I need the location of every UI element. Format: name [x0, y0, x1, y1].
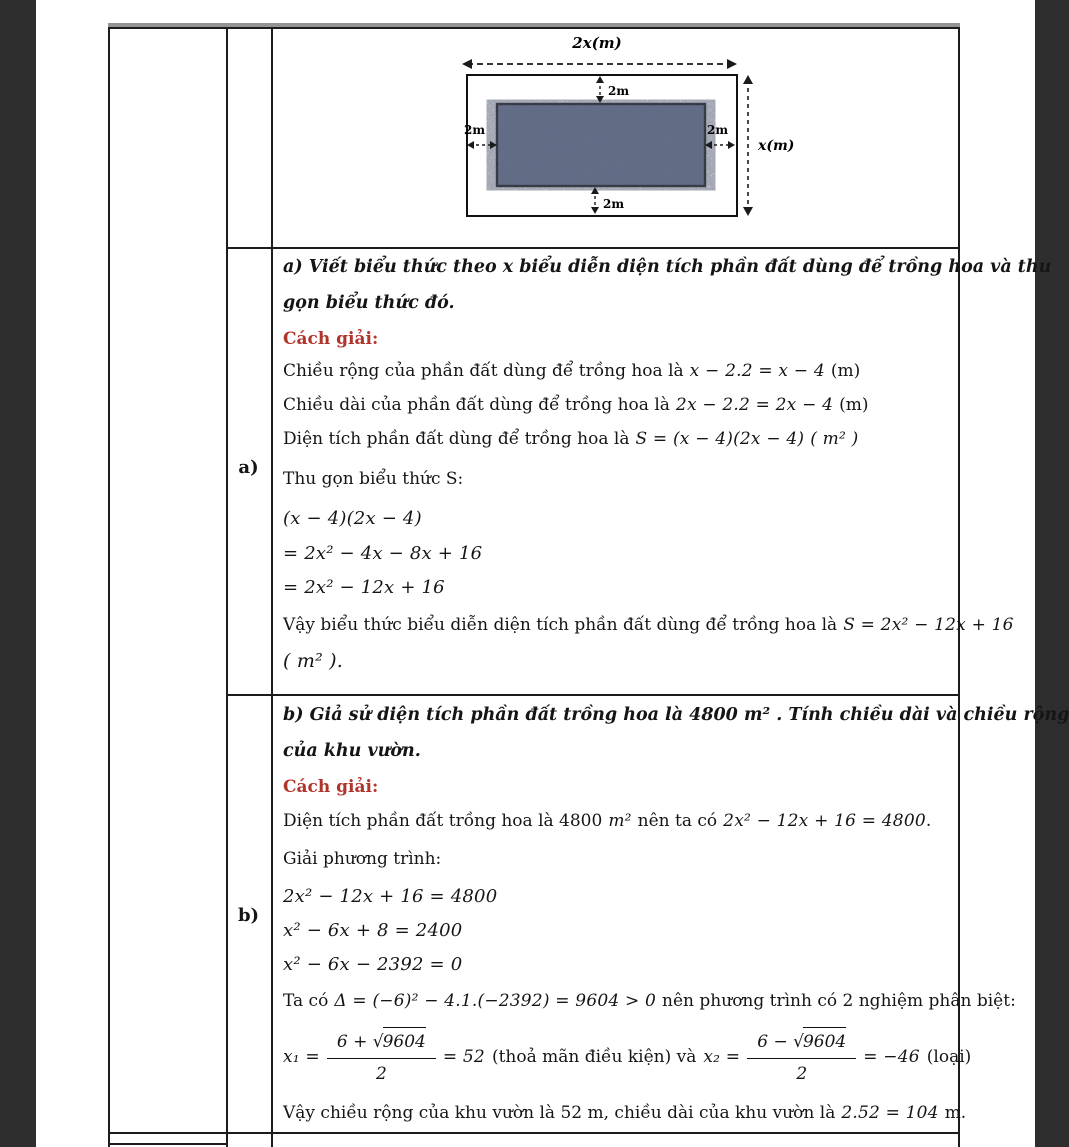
x1-note: (thoả mãn điều kiện) và — [491, 1047, 697, 1067]
x1-fraction: $\frac{6 + √9604}{2}$ — [327, 1027, 436, 1087]
part-a-conclusion-line2: ( m² ). — [283, 650, 343, 672]
table-column-line-1 — [226, 27, 228, 1147]
part-b-solution-label: Cách giải: — [283, 777, 379, 797]
row-separator-a-b — [226, 694, 960, 696]
part-a-heading-line2: gọn biểu thức đó. — [283, 293, 455, 313]
sqrt-x1: √9604 — [373, 1032, 426, 1052]
part-a-length-line: Chiều dài của phần đất dùng để trồng hoa là 2x − 2.2 = 2x − 4 (m) — [283, 395, 869, 415]
row-separator-bottom — [108, 1132, 960, 1134]
part-b-solve-line: Giải phương trình: — [283, 849, 442, 869]
x2-result: = −46 — [863, 1047, 920, 1067]
right-shade-bar — [1035, 0, 1069, 1147]
part-b-math-step2: x² − 6x + 8 = 2400 — [283, 920, 463, 941]
x1-lhs: x₁ = — [283, 1047, 320, 1067]
part-a-math-step1: (x − 4)(2x − 4) — [283, 508, 422, 529]
table-border-left — [108, 27, 110, 1147]
part-a-simplify-line: Thu gọn biểu thức S: — [283, 469, 464, 489]
part-b-math-step3: x² − 6x − 2392 = 0 — [283, 954, 463, 975]
left-shade-bar — [0, 0, 36, 1147]
part-b-area-line: Diện tích phần đất trồng hoa là 4800 m² nên ta có 2x² − 12x + 16 = 4800. — [283, 811, 932, 831]
row-label-a: a) — [238, 457, 259, 478]
x2-note: (loại) — [926, 1047, 972, 1067]
part-a-width-line: Chiều rộng của phần đất dùng để trồng hoa là x − 2.2 = x − 4 (m) — [283, 361, 861, 381]
garden-diagram — [271, 28, 959, 248]
part-a-math-step2: = 2x² − 4x − 8x + 16 — [283, 543, 483, 564]
width-label: 2x(m) — [572, 34, 622, 52]
sqrt-x2: √9604 — [793, 1032, 846, 1052]
part-a-area-line: Diện tích phần đất dùng để trồng hoa là S = (x − 4)(2x − 4) ( m² ) — [283, 429, 859, 449]
margin-left-label: 2m — [464, 123, 486, 137]
row-label-b: b) — [237, 905, 260, 926]
x2-lhs: x₂ = — [703, 1047, 741, 1067]
x1-result: = 52 — [442, 1047, 485, 1067]
part-b-roots-line — [283, 1028, 971, 1086]
part-b-heading-line2: của khu vườn. — [283, 741, 421, 761]
height-label: x(m) — [758, 138, 795, 154]
part-b-delta-line: Ta có Δ = (−6)² − 4.1.(−2392) = 9604 > 0 nên phương trình có 2 nghiệm phân biệt: — [283, 991, 1016, 1011]
part-b-heading-line1: b) Giả sử diện tích phần đất trồng hoa là 4800 m² . Tính chiều dài và chiều rộng — [283, 705, 1069, 725]
margin-top-label: 2m — [608, 84, 630, 98]
part-a-math-step3: = 2x² − 12x + 16 — [283, 577, 445, 598]
part-a-conclusion-line1: Vậy biểu thức biểu diễn diện tích phần đất dùng để trồng hoa là S = 2x² − 12x + 16 — [283, 615, 1014, 635]
margin-bottom-label: 2m — [603, 197, 625, 211]
part-b-math-step1: 2x² − 12x + 16 = 4800 — [283, 886, 498, 907]
part-a-solution-label: Cách giải: — [283, 329, 379, 349]
part-a-heading-line1: a) Viết biểu thức theo x biểu diễn diện tích phần đất dùng để trồng hoa và thu — [283, 257, 1052, 277]
part-b-conclusion-line: Vậy chiều rộng của khu vườn là 52 m, chiều dài của khu vườn là 2.52 = 104 m. — [283, 1103, 967, 1123]
x2-fraction: $\frac{6 - √9604}{2}$ — [747, 1027, 856, 1087]
next-row-edge — [108, 1143, 228, 1145]
margin-right-label: 2m — [707, 123, 729, 137]
